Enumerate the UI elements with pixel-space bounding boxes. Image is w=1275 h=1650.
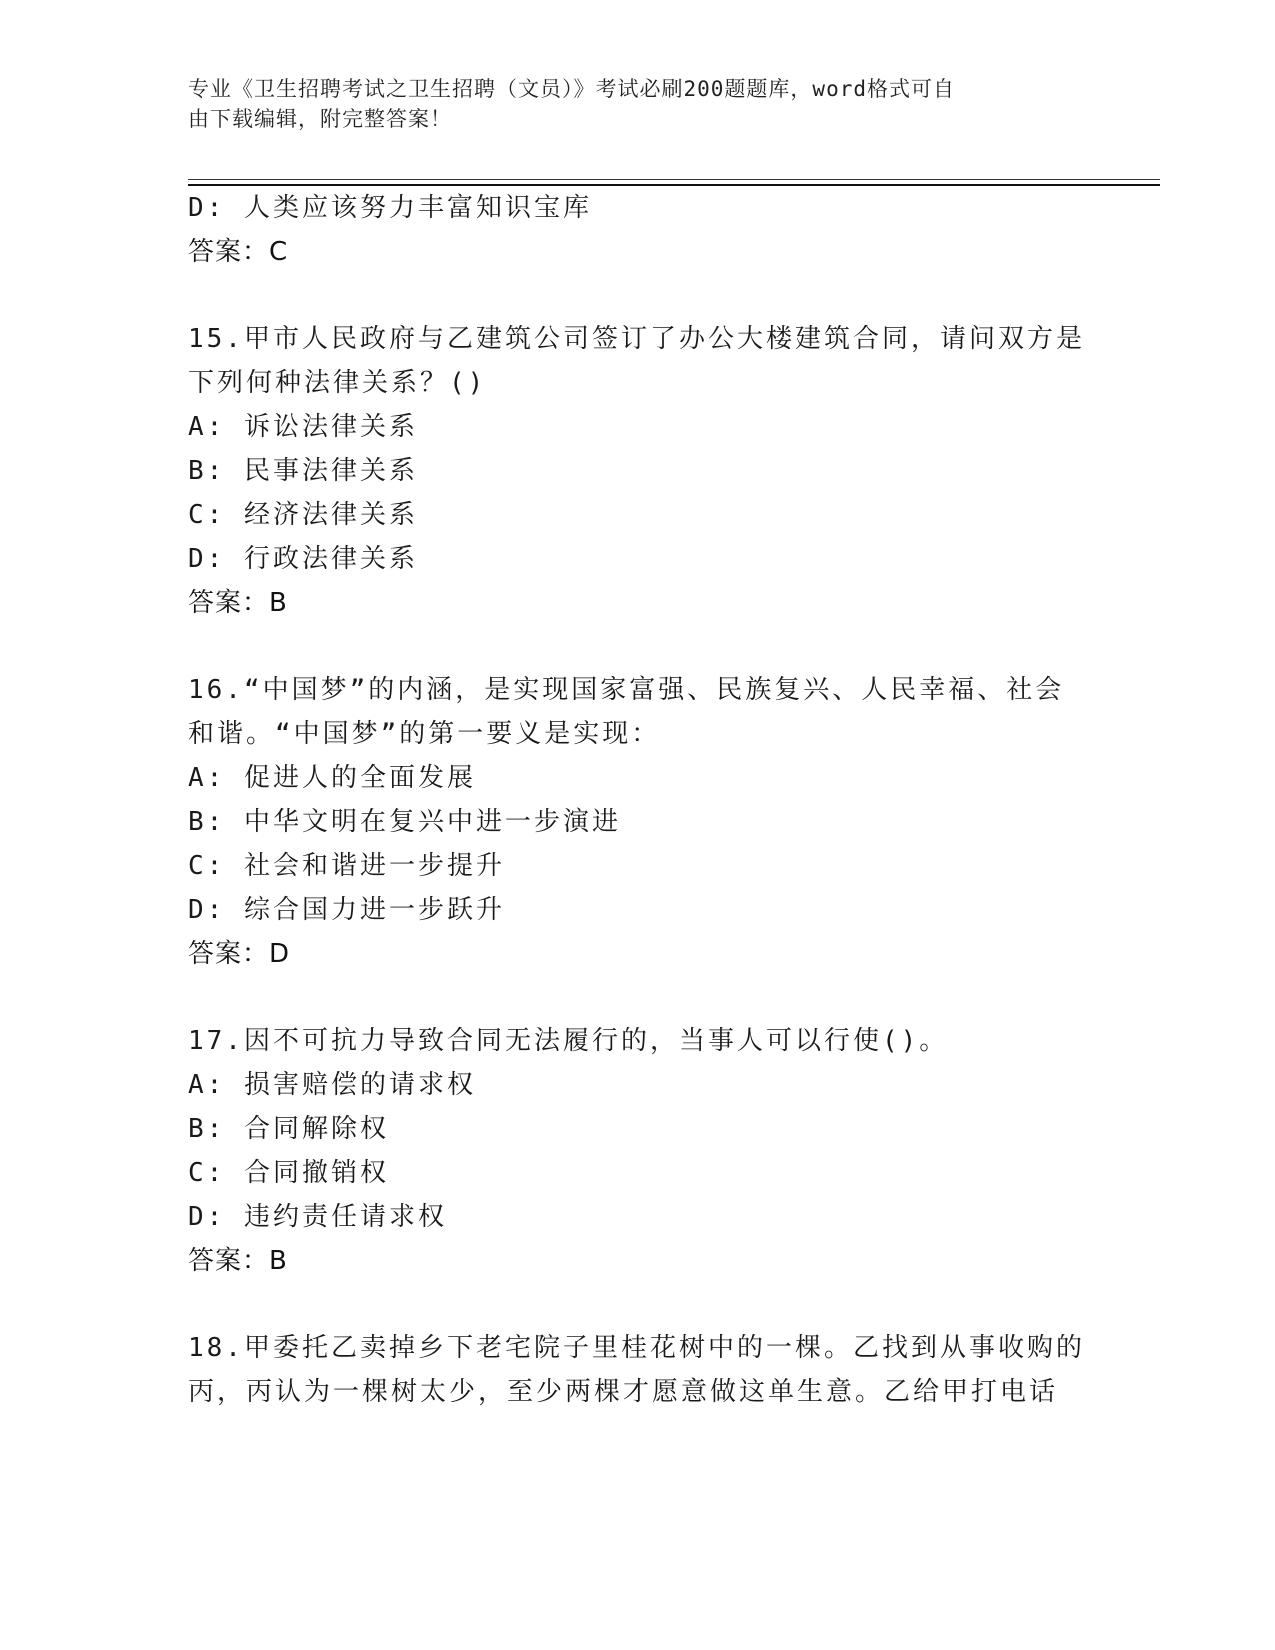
header-divider-thin — [188, 179, 1160, 180]
q15-stem-line-2: 下列何种法律关系？() — [188, 368, 487, 398]
q16-option-d: D: 综合国力进一步跃升 — [188, 895, 505, 925]
q16-option-b: B: 中华文明在复兴中进一步演进 — [188, 807, 621, 837]
q17-option-c: C: 合同撤销权 — [188, 1158, 389, 1188]
q17-option-a: A: 损害赔偿的请求权 — [188, 1070, 476, 1100]
q16-stem-line-1: 16.“中国梦”的内涵，是实现国家富强、民族复兴、人民幸福、社会 — [188, 675, 1065, 705]
q18-stem-line-2: 丙，丙认为一棵树太少，至少两棵才愿意做这单生意。乙给甲打电话 — [188, 1377, 1059, 1407]
prev-option-d: D: 人类应该努力丰富知识宝库 — [188, 193, 592, 223]
q15-answer: 答案：B — [188, 588, 288, 618]
q15-option-a: A: 诉讼法律关系 — [188, 412, 418, 442]
header-line-2: 由下载编辑，附完整答案！ — [188, 107, 452, 131]
q17-option-b: B: 合同解除权 — [188, 1114, 389, 1144]
q15-option-c: C: 经济法律关系 — [188, 500, 418, 530]
q15-stem-line-1: 15.甲市人民政府与乙建筑公司签订了办公大楼建筑合同，请问双方是 — [188, 324, 1085, 354]
q17-answer: 答案：B — [188, 1246, 288, 1276]
q16-option-c: C: 社会和谐进一步提升 — [188, 851, 505, 881]
header-line-1: 专业《卫生招聘考试之卫生招聘（文员）》考试必刷200题题库，word格式可自 — [188, 77, 955, 101]
q18-stem-line-1: 18.甲委托乙卖掉乡下老宅院子里桂花树中的一棵。乙找到从事收购的 — [188, 1333, 1085, 1363]
document-header — [188, 74, 1068, 134]
header-divider-thick — [188, 184, 1160, 186]
q16-answer: 答案：D — [188, 939, 291, 969]
prev-answer: 答案：C — [188, 237, 289, 267]
q16-stem-line-2: 和谐。“中国梦”的第一要义是实现： — [188, 719, 661, 749]
q15-option-b: B: 民事法律关系 — [188, 456, 418, 486]
q15-option-d: D: 行政法律关系 — [188, 544, 418, 574]
q17-stem-line-1: 17.因不可抗力导致合同无法履行的，当事人可以行使()。 — [188, 1026, 949, 1056]
q16-option-a: A: 促进人的全面发展 — [188, 763, 476, 793]
q17-option-d: D: 违约责任请求权 — [188, 1202, 447, 1232]
